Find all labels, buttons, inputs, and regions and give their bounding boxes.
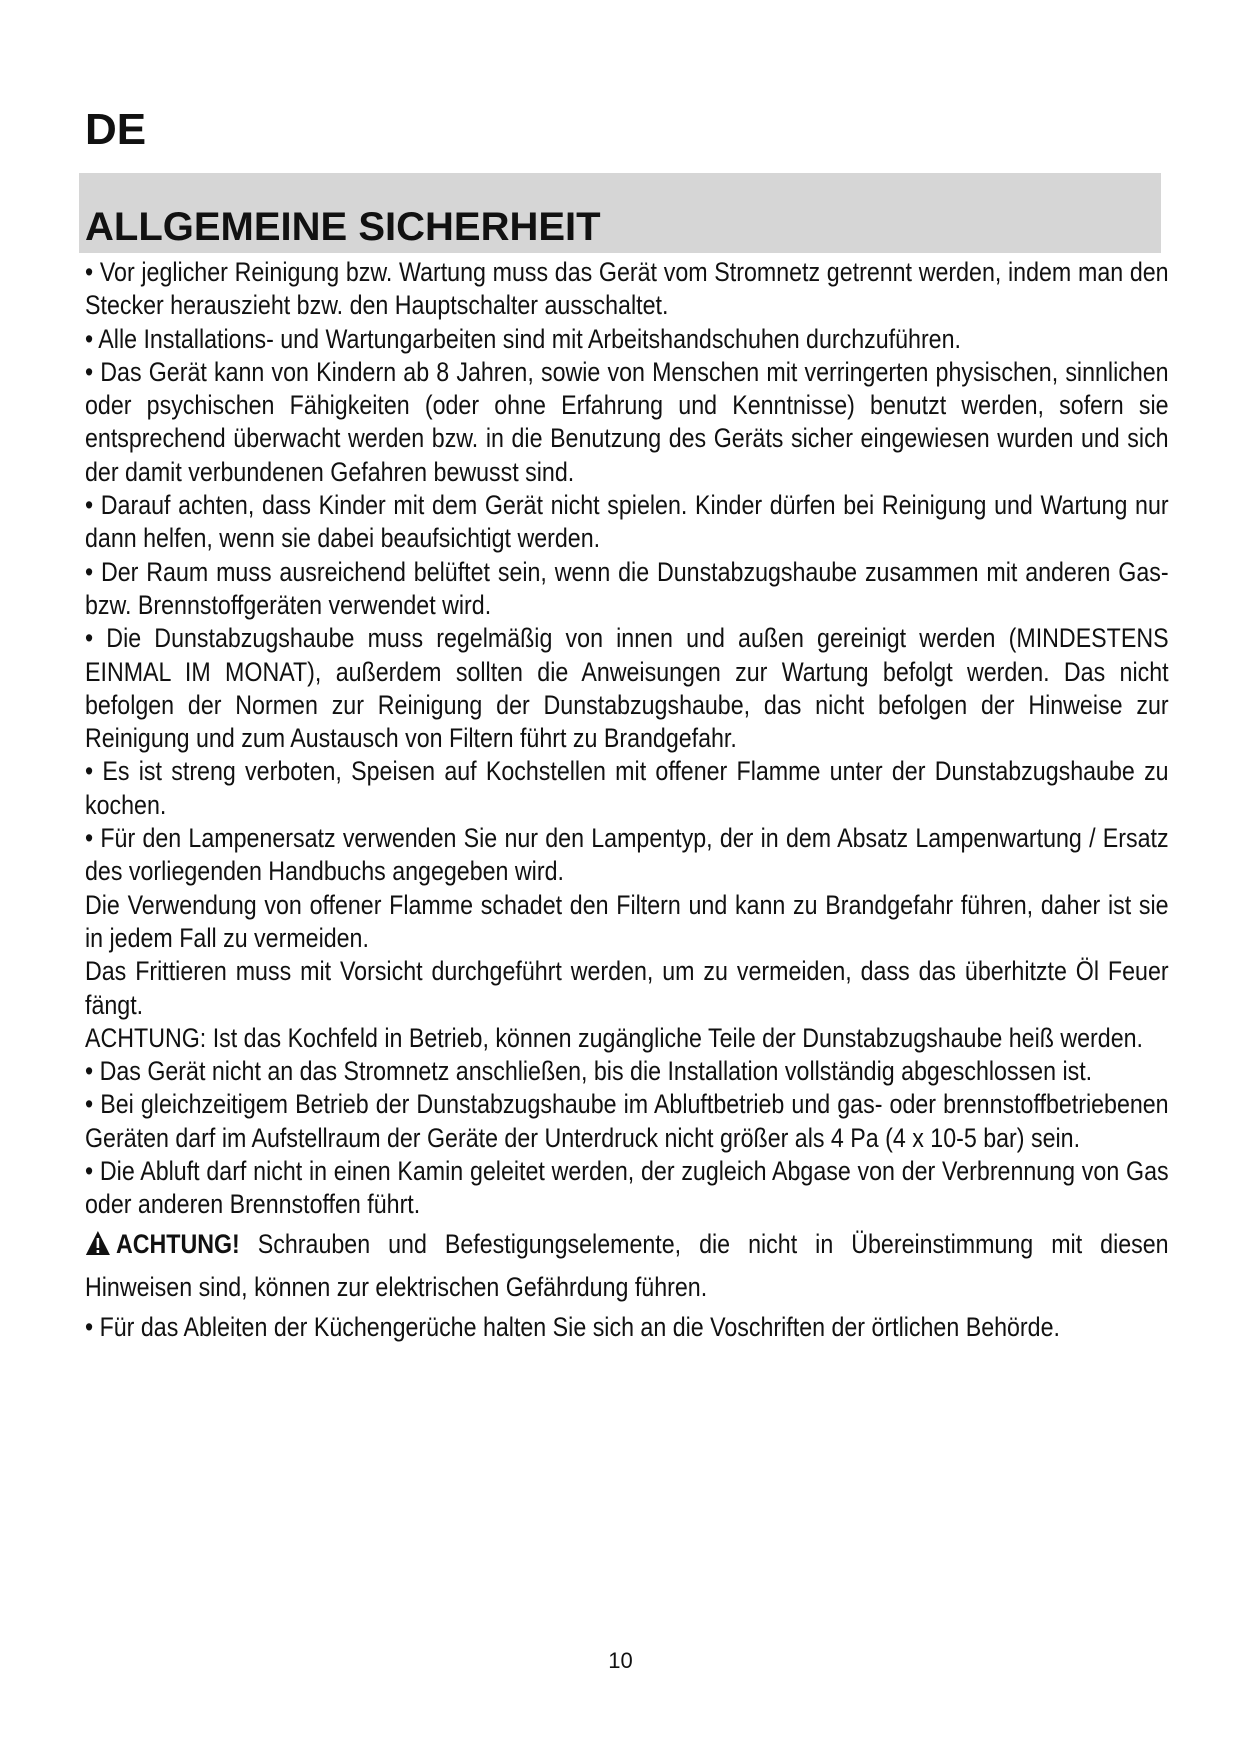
safety-paragraph: • Darauf achten, dass Kinder mit dem Gerät nicht spielen. Kinder dürfen bei Reinigung und Wartung nur dann helfen, wenn sie dabei beaufsichtigt werden. [85, 490, 1169, 554]
warning-notice [85, 1224, 1169, 1307]
safety-paragraph: • Für den Lampenersatz verwenden Sie nur den Lampentyp, der in dem Absatz Lampenwartung / Ersatz des vorliegenden Handbuchs angegeben wird. [85, 823, 1169, 887]
safety-text-body [85, 256, 1169, 1347]
safety-paragraph: • Es ist streng verboten, Speisen auf Kochstellen mit offener Flamme unter der Dunstabzugshaube zu kochen. [85, 756, 1169, 820]
warning-label: ACHTUNG! [115, 1228, 240, 1259]
warning-text: Schrauben und Befestigungselemente, die nicht in Übereinstimmung mit diesen Hinweisen sind, können zur elektrischen Gefährdung führen. [85, 1228, 1169, 1302]
language-code: DE [85, 105, 147, 154]
safety-paragraph: • Vor jeglicher Reinigung bzw. Wartung muss das Gerät vom Stromnetz getrennt werden, indem man den Stecker herauszieht bzw. den Hauptschalter ausschaltet. [85, 257, 1169, 321]
safety-paragraph: • Das Gerät nicht an das Stromnetz anschließen, bis die Installation vollständig abgeschlossen ist. [85, 1056, 1093, 1087]
warning-triangle-icon [85, 1227, 111, 1267]
safety-paragraph: • Der Raum muss ausreichend belüftet sein, wenn die Dunstabzugshaube zusammen mit anderen Gas- bzw. Brennstoffgeräten verwendet wird. [85, 556, 1169, 620]
safety-paragraph: • Bei gleichzeitigem Betrieb der Dunstabzugshaube im Abluftbetrieb und gas- oder brennstoffbetriebenen Geräten darf im Aufstellraum der Geräte der Unterdruck nicht größer als 4 Pa (4 x 10-5 bar) sein. [85, 1089, 1169, 1153]
safety-paragraph: • Das Gerät kann von Kindern ab 8 Jahren, sowie von Menschen mit verringerten physischen, sinnlichen oder psychischen Fähigkeiten (oder ohne Erfahrung und Kenntnisse) benutzt werden, sofern sie entsprechend überwacht werden bzw. in die Benutzung des Geräts sicher eingewiesen wurden und sich der damit verbundenen Gefahren bewusst sind. [85, 356, 1169, 487]
safety-paragraph: Die Verwendung von offener Flamme schadet den Filtern und kann zu Brandgefahr führen, daher ist sie in jedem Fall zu vermeiden. [85, 889, 1169, 953]
safety-paragraph: • Die Abluft darf nicht in einen Kamin geleitet werden, der zugleich Abgase von der Verbrennung von Gas oder anderen Brennstoffen führt. [85, 1156, 1169, 1220]
section-title: ALLGEMEINE SICHERHEIT [85, 205, 601, 249]
disposal-note: • Für das Ableiten der Küchengerüche halten Sie sich an die Voschriften der örtlichen Behörde. [85, 1311, 1060, 1342]
page-number: 10 [608, 1648, 633, 1673]
safety-paragraph: ACHTUNG: Ist das Kochfeld in Betrieb, können zugängliche Teile der Dunstabzugshaube heiß werden. [85, 1022, 1143, 1053]
safety-paragraph: Das Frittieren muss mit Vorsicht durchgeführt werden, um zu vermeiden, dass das überhitzte Öl Feuer fängt. [85, 956, 1169, 1020]
safety-paragraph: • Alle Installations- und Wartungarbeiten sind mit Arbeitshandschuhen durchzuführen. [85, 323, 961, 354]
section-header-bar [79, 173, 1161, 253]
safety-paragraph: • Die Dunstabzugshaube muss regelmäßig von innen und außen gereinigt werden (MINDESTENS EINMAL IM MONAT), außerdem sollten die Anweisungen zur Wartung befolgt werden. Das nicht befolgen der Normen zur Reinigung der Dunstabzugshaube, das nicht befolgen der Hinweise zur Reinigung und zum Austausch von Filtern führt zu Brandgefahr. [85, 623, 1169, 754]
